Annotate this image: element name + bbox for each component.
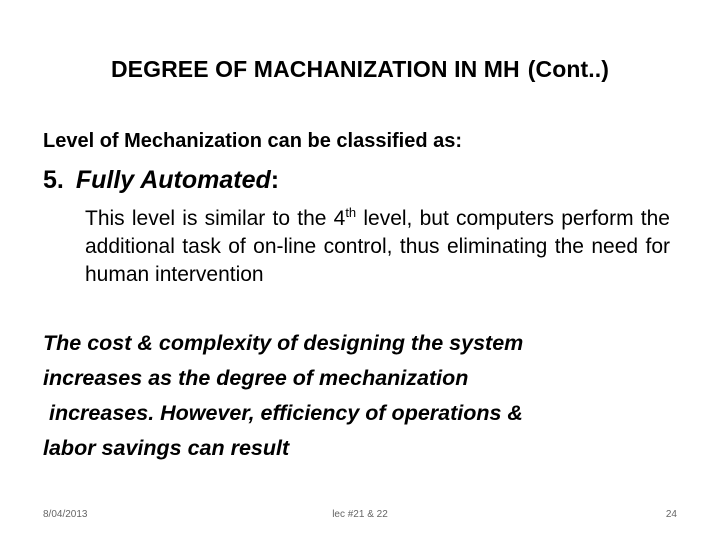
description-part-2: level, but computers perform the additional task of on-line control, thus eliminating the need for human intervention [85,207,670,286]
description-superscript: th [345,205,357,220]
list-item-heading [43,166,279,195]
list-item-number: 5. [43,166,64,194]
footer-lecture: lec #21 & 22 [332,509,388,520]
footer-date: 8/04/2013 [43,509,88,520]
summary-note-line: increases. However, efficiency of operations & [43,401,523,425]
slide-title-suffix: (Cont..) [527,56,610,82]
slide-title-main: DEGREE OF MACHANIZATION IN MH [110,56,520,82]
description-part-1: This level is similar to the 4 [85,207,346,230]
slide-title [0,56,720,83]
summary-note [43,326,643,466]
list-item-description [85,205,670,289]
summary-note-line: The cost & complexity of designing the system [43,331,524,355]
summary-note-line: labor savings can result [43,436,290,460]
list-item-colon: : [270,166,280,194]
summary-note-line: increases as the degree of mechanization [43,366,469,390]
intro-text: Level of Mechanization can be classified as: [43,130,463,152]
footer-page-number: 24 [665,509,677,520]
list-item-title: Fully Automated [75,166,271,194]
